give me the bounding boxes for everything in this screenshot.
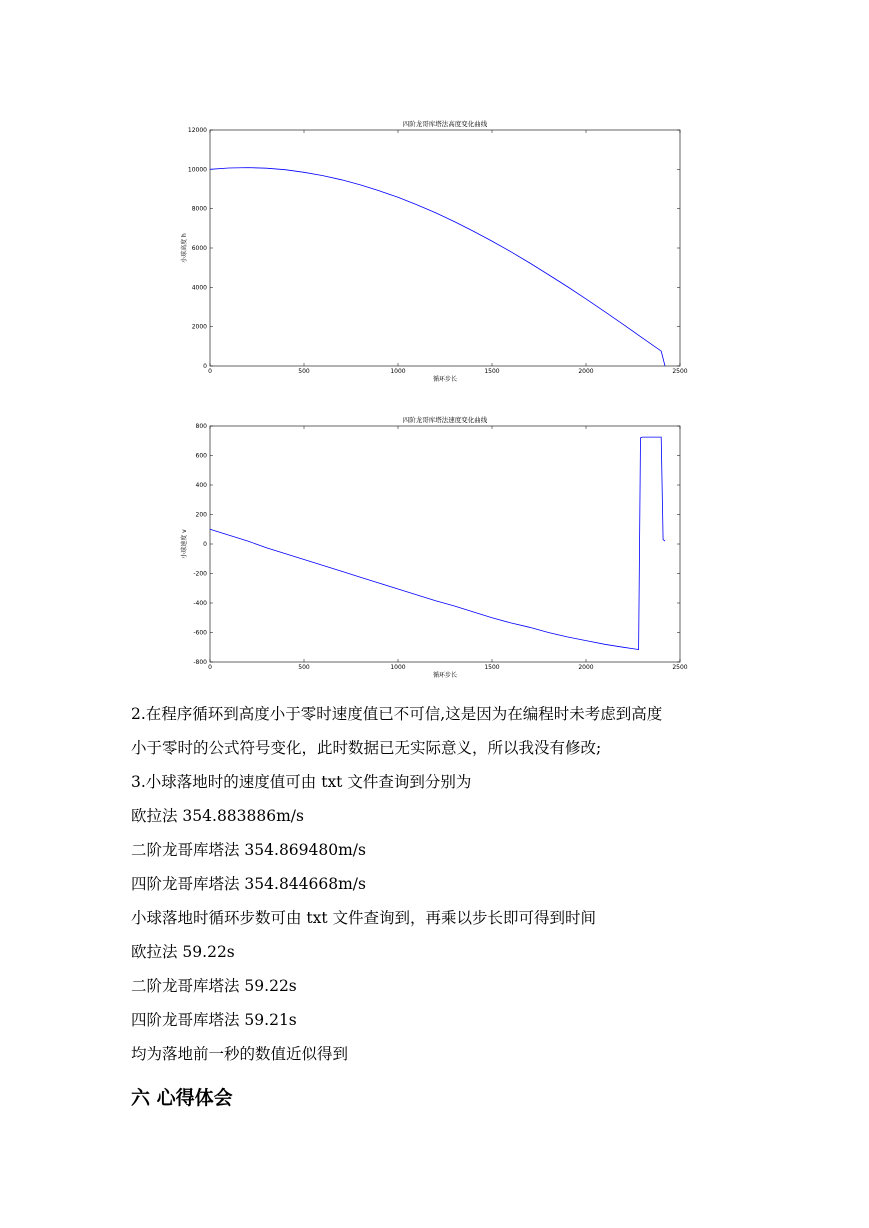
plot-area [210, 130, 680, 366]
y-axis-label: 小球高度 h [181, 233, 188, 263]
paragraph-1: 2.在程序循环到高度小于零时速度值已不可信,这是因为在编程时未考虑到高度 [131, 705, 663, 723]
paragraph-8: 欧拉法 59.22s [131, 943, 235, 961]
y-tick-label: 12000 [187, 127, 207, 134]
paragraph-6: 四阶龙哥库塔法 354.844668m/s [131, 875, 366, 893]
x-axis-label: 循环步长 [432, 376, 458, 383]
y-tick-label: 4000 [191, 284, 207, 292]
x-tick-label: 0 [208, 664, 212, 671]
velocity-chart [180, 415, 688, 679]
y-tick-label: 8000 [191, 205, 207, 213]
x-tick-label: 500 [298, 664, 310, 671]
chart-title: 四阶龙哥库塔法高度变化曲线 [402, 120, 488, 128]
y-tick-label: 0 [203, 363, 207, 370]
paragraph-11: 均为落地前一秒的数值近似得到 [131, 1045, 349, 1063]
y-tick-label: -800 [193, 659, 207, 666]
y-tick-label: 2000 [191, 323, 207, 331]
paragraph-7: 小球落地时循环步数可由 txt 文件查询到，再乘以步长即可得到时间 [131, 909, 597, 927]
y-tick-label: 0 [203, 541, 207, 548]
y-tick-label: 400 [195, 482, 207, 489]
height-chart [180, 119, 688, 383]
paragraph-5: 二阶龙哥库塔法 354.869480m/s [131, 841, 366, 859]
y-tick-label: -600 [193, 629, 207, 637]
x-tick-label: 1000 [390, 368, 406, 375]
y-tick-label: 200 [195, 511, 207, 519]
x-tick-label: 1000 [390, 664, 406, 671]
plot-area [210, 426, 680, 662]
x-tick-label: 1500 [484, 368, 500, 375]
x-tick-label: 2500 [672, 664, 688, 671]
y-axis-label: 小球速度 v [181, 529, 188, 559]
x-tick-label: 2000 [578, 368, 594, 375]
section-heading: 六 心得体会 [131, 1087, 233, 1109]
x-tick-label: 0 [208, 368, 212, 375]
paragraph-4: 欧拉法 354.883886m/s [131, 807, 304, 825]
y-tick-label: -400 [193, 600, 207, 607]
y-tick-label: -200 [193, 570, 207, 578]
paragraph-2: 小于零时的公式符号变化，此时数据已无实际意义，所以我没有修改; [131, 739, 602, 757]
y-tick-label: 800 [195, 423, 207, 430]
x-tick-label: 500 [298, 368, 310, 375]
paragraph-9: 二阶龙哥库塔法 59.22s [131, 977, 297, 995]
paragraph-10: 四阶龙哥库塔法 59.21s [131, 1011, 297, 1029]
y-tick-label: 10000 [187, 166, 207, 174]
paragraph-3: 3.小球落地时的速度值可由 txt 文件查询到分别为 [131, 773, 472, 791]
y-tick-label: 600 [195, 452, 207, 460]
x-axis-label: 循环步长 [432, 672, 458, 679]
x-tick-label: 2000 [578, 664, 594, 671]
chart-title: 四阶龙哥库塔法速度变化曲线 [402, 416, 488, 424]
y-tick-label: 6000 [191, 245, 207, 252]
x-tick-label: 2500 [672, 368, 688, 375]
x-tick-label: 1500 [484, 664, 500, 671]
